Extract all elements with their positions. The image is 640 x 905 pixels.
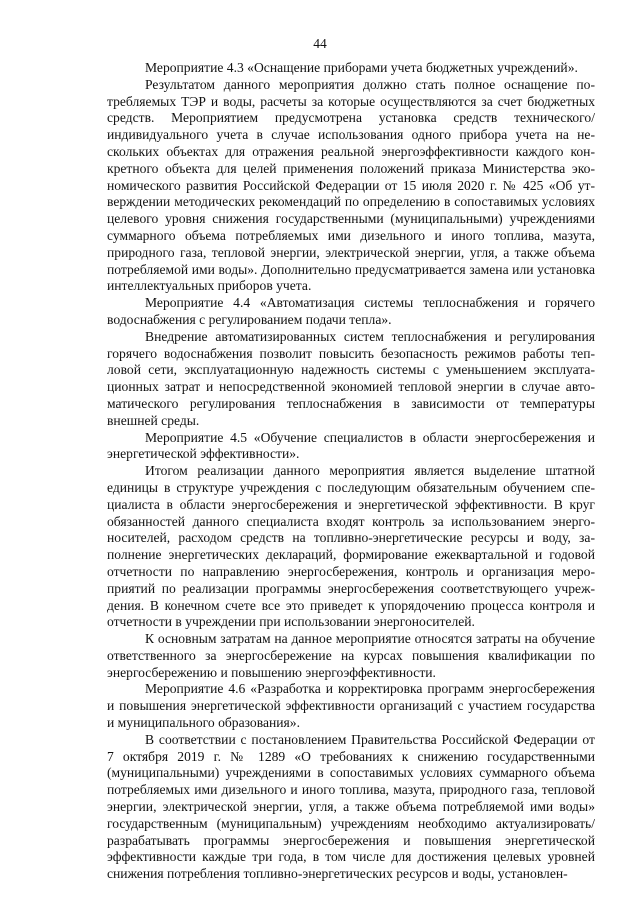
paragraph-measure-4-4-heading: Мероприятие 4.4 «Автоматизация системы теплоснабжения и горячего водоснабжения с регулированием подачи тепла». bbox=[107, 295, 595, 327]
paragraph-measure-4-5-description: Итогом реализации данного мероприятия является выделение штатной единицы в структуре учреждения с последующим обязательным обучением специалиста в области энергосбережения и энергетической эффективности. В круг обязанностей данного специалиста входят контроль за использованием энергоносителей, расходом средств на топливно-энергетические ресурсы и воду, заполнение энергетических деклараций, формирование ежеквартальной и годовой отчетности по направлению энергосбережения, контроль и организация мероприятий по реализации программы энергосбережения соответствующего учреждения. В конечном счете все это приведет к упорядочению процесса контроля и отчетности в учреждении при использовании энергоносителей. bbox=[107, 463, 595, 630]
paragraph-measure-4-6-description: В соответствии с постановлением Правительства Российской Федерации от 7 октября 2019 г. № 1289 «О требованиях к снижению государственными (муниципальными) учреждениями в сопоставимых условиях суммарного объема потребляемых ими дизельного и иного топлива, мазута, природного газа, тепловой энергии, электрической энергии, угля, а также объема потребляемой ими воды» государственным (муниципальным) учреждениям необходимо актуализировать/разрабатывать программы энергосбережения и повышения энергетической эффективности каждые три года, в том числе для достижения целевых уровней снижения потребления топливно-энергетических ресурсов и воды, установлен- bbox=[107, 731, 595, 882]
document-body bbox=[107, 60, 595, 883]
paragraph-measure-4-5-heading: Мероприятие 4.5 «Обучение специалистов в области энергосбережения и энергетической эффективности». bbox=[107, 429, 595, 462]
paragraph-measure-4-6-heading: Мероприятие 4.6 «Разработка и корректировка программ энергосбережения и повышения энергетической эффективности организаций с участием государства и муниципального образования». bbox=[107, 681, 595, 731]
paragraph-measure-4-3-heading: Мероприятие 4.3 «Оснащение приборами учета бюджетных учреждений». bbox=[145, 60, 578, 75]
paragraph-measure-4-5-costs: К основным затратам на данное мероприятие относятся затраты на обучение ответственного за энергосбережение на курсах повышения квалификации по энергосбережению и повышению энергоэффективности. bbox=[107, 631, 595, 680]
paragraph-measure-4-4-description: Внедрение автоматизированных систем теплоснабжения и регулирования горячего водоснабжения позволит повысить безопасность режимов работы тепловой сети, эксплуатационную надежность системы с уменьшением эксплуатационных затрат и непосредственной экономией тепловой энергии в случае автоматического регулирования теплоснабжения в зависимости от температуры внешней среды. bbox=[107, 328, 595, 428]
paragraph-measure-4-3-description: Результатом данного мероприятия должно стать полное оснащение потребляемых ТЭР и воды, расчеты за которые осуществляются за счет бюджетных средств. Мероприятием предусмотрена установка средств технического/индивидуального учета в случае использования одного прибора учета на нескольких объектах для отражения реальной энергоэффективности каждого конкретного объекта для целей применения положений приказа Министерства экономического развития Российской Федерации от 15 июля 2020 г. № 425 «Об утверждении методических рекомендаций по определению в сопоставимых условиях целевого уровня снижения государственными (муниципальными) учреждениями суммарного объема потребляемых ими дизельного и иного топлива, мазута, природного газа, тепловой энергии, электрической энергии, угля, а также объема потребляемой ими воды». Дополнительно предусматривается замена или установка интеллектуальных приборов учета. bbox=[107, 76, 595, 294]
page-number: 44 bbox=[313, 36, 327, 51]
